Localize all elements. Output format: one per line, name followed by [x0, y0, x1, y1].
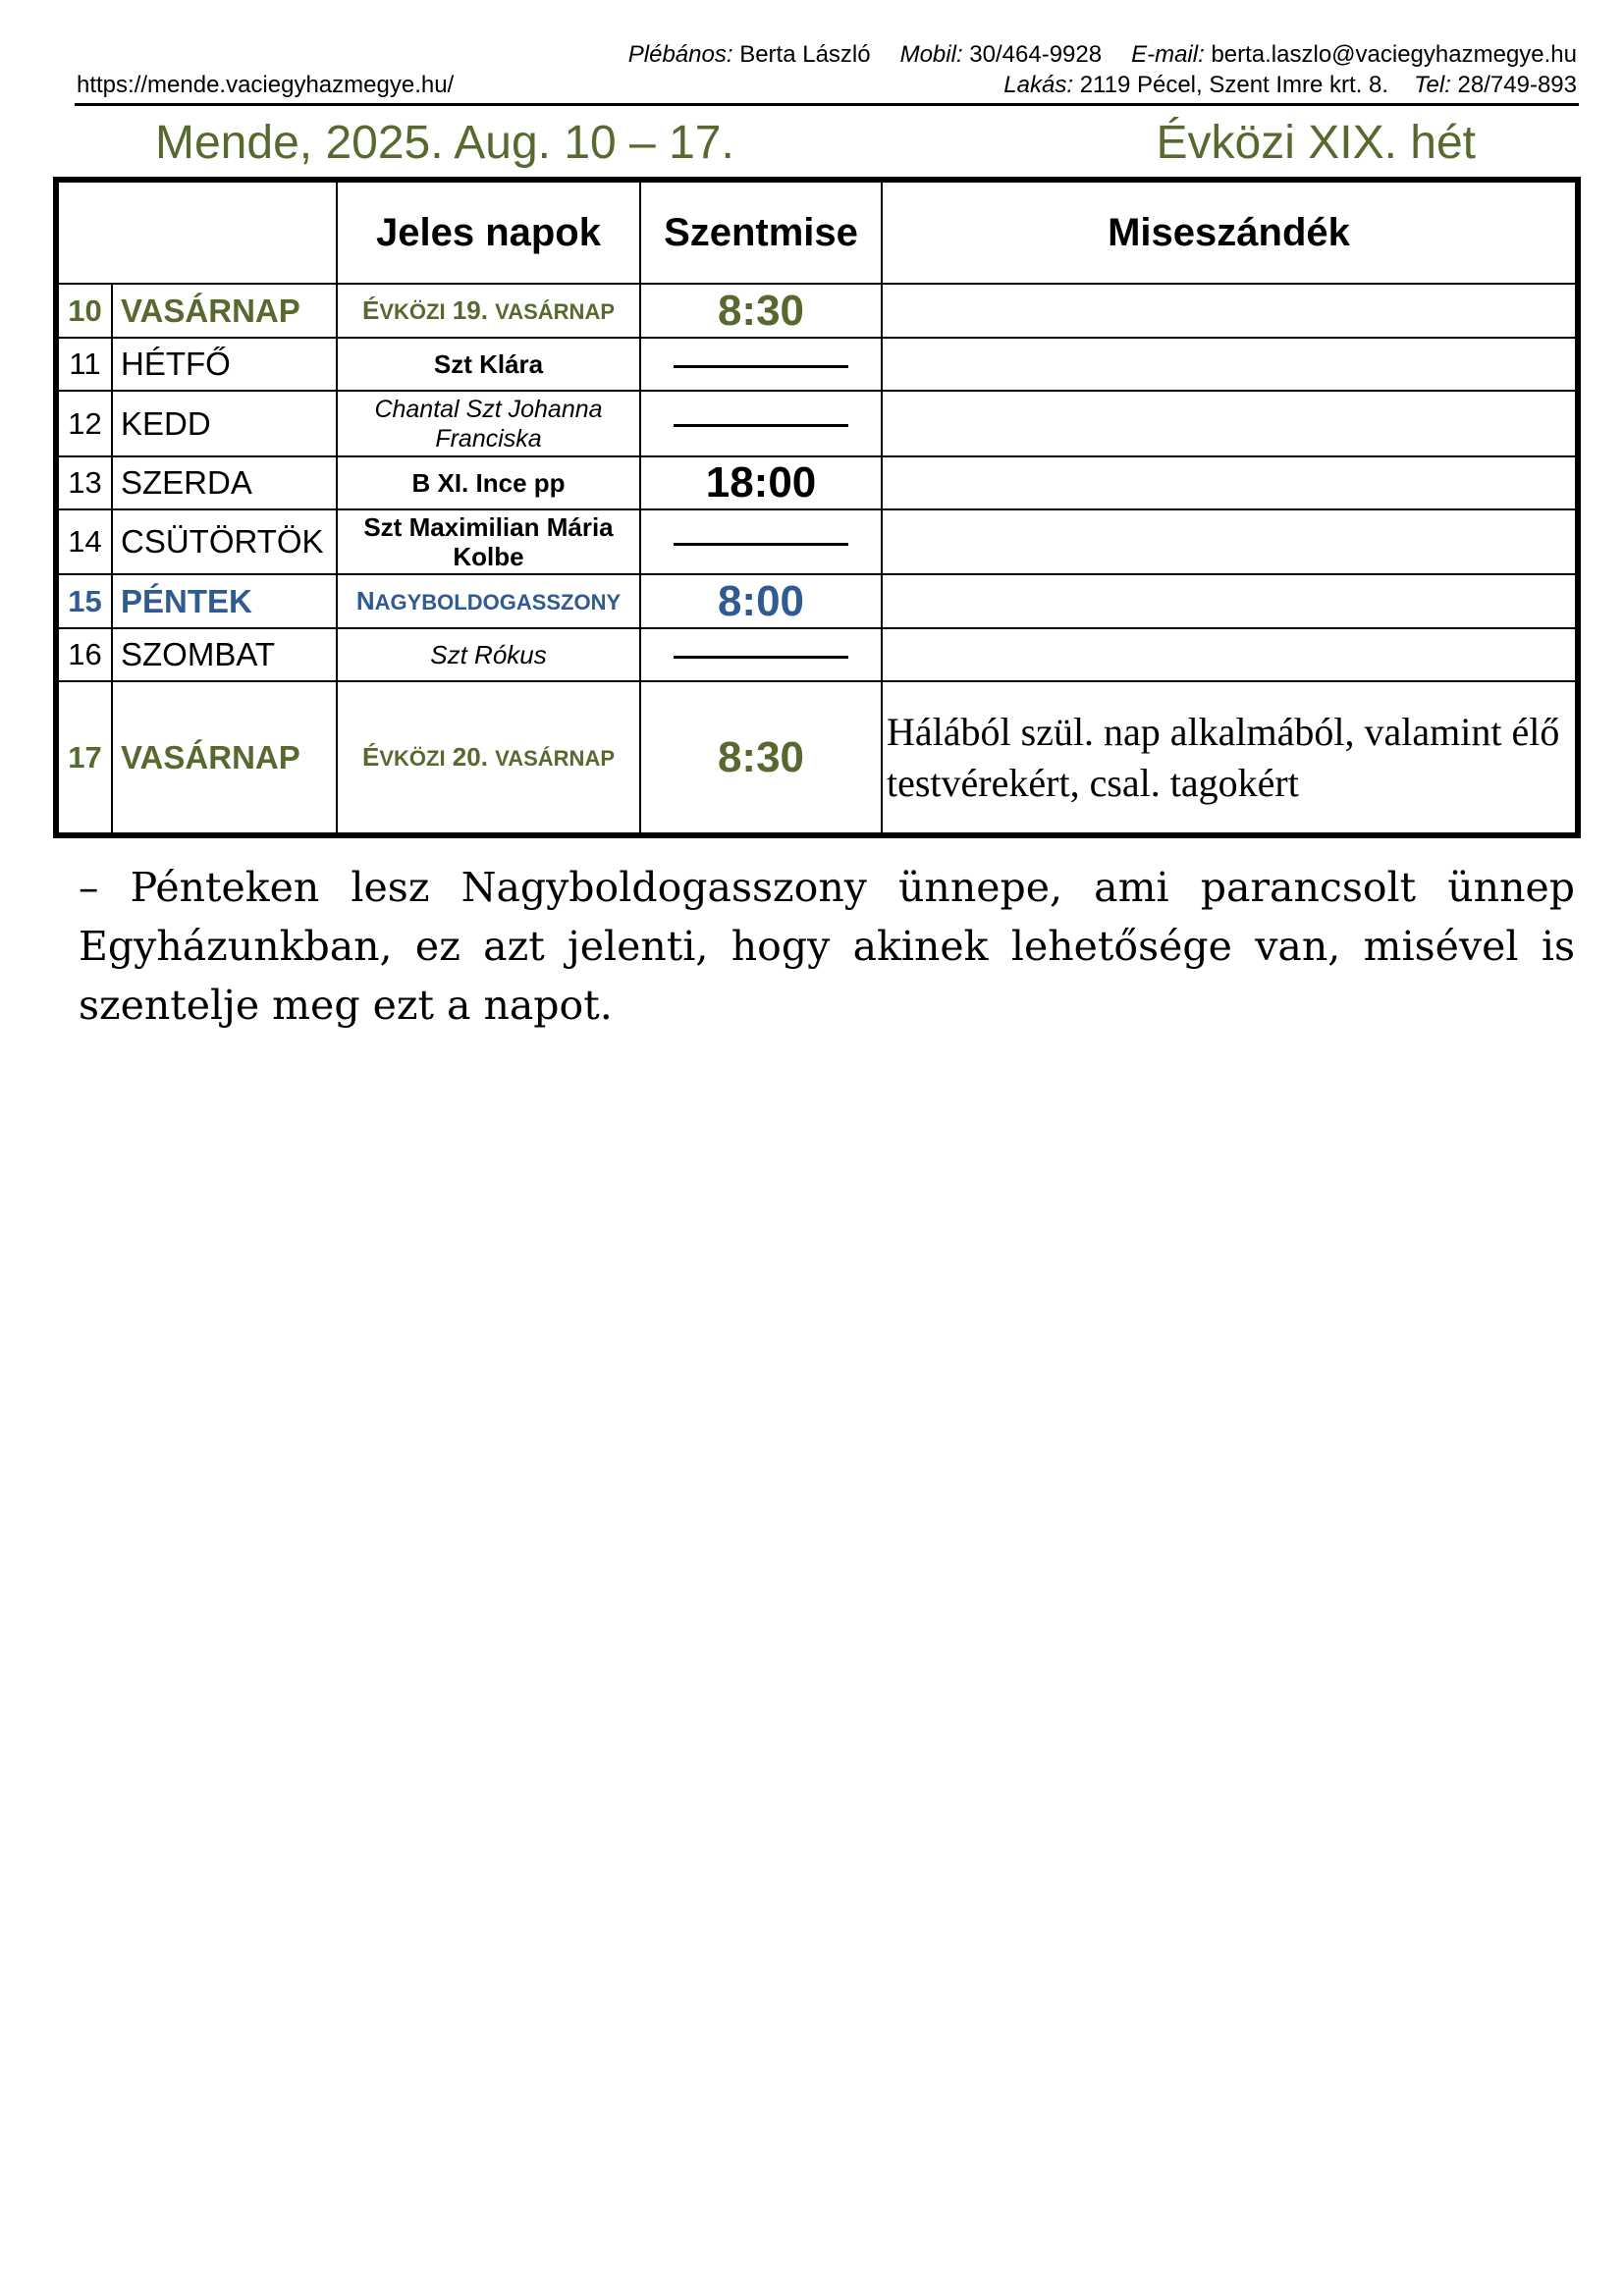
mass-time: 8:30 [640, 681, 882, 835]
title-row [155, 112, 1476, 175]
day-number: 13 [56, 456, 112, 509]
feast-name: Szt Rókus [337, 628, 640, 681]
tel-label: Tel: [1414, 72, 1451, 98]
mass-intention: Hálából szül. nap alkalmából, valamint élő testvérekért, csal. tagokért [882, 681, 1578, 835]
day-number: 12 [56, 391, 112, 456]
no-mass-dash [640, 391, 882, 456]
day-number: 15 [56, 574, 112, 628]
mass-intention [882, 456, 1578, 509]
mobile-number: 30/464-9928 [969, 41, 1103, 68]
home-label: Lakás: [1003, 72, 1074, 98]
page-title: Mende, 2025. Aug. 10 – 17. [155, 117, 734, 169]
priest-label: Plébános: [627, 41, 733, 68]
day-name: VASÁRNAP [112, 284, 337, 338]
day-name: KEDD [112, 391, 337, 456]
table-row [56, 681, 1578, 835]
feast-name: Szt Klára [337, 338, 640, 391]
table-header-row [56, 180, 1578, 284]
table-row [56, 456, 1578, 509]
contact-header [77, 39, 1577, 100]
mass-schedule-table [53, 177, 1581, 838]
day-name: SZERDA [112, 456, 337, 509]
mass-intention [882, 284, 1578, 338]
day-name: VASÁRNAP [112, 681, 337, 835]
feast-name: ÉVKÖZI 20. VASÁRNAP [337, 681, 640, 835]
announcement-text: – Pénteken lesz Nagyboldogasszony ünnepe, ami parancsolt ünnep Egyházunkban, ez azt jelenti, hogy akinek lehetősége van, misével is szentelje meg ezt a napot. [79, 864, 1575, 1029]
day-name: CSÜTÖRTÖK [112, 509, 337, 574]
mass-intention [882, 391, 1578, 456]
day-number: 14 [56, 509, 112, 574]
no-mass-dash [640, 628, 882, 681]
mobile-label: Mobil: [899, 41, 963, 68]
mass-time: 18:00 [640, 456, 882, 509]
feast-name: Szt Maximilian Mária Kolbe [337, 509, 640, 574]
feast-name: B XI. Ince pp [337, 456, 640, 509]
day-number: 11 [56, 338, 112, 391]
no-mass-dash [640, 509, 882, 574]
mass-intention [882, 574, 1578, 628]
header-intention: Miseszándék [882, 180, 1578, 284]
header-date [56, 180, 337, 284]
table-row [56, 338, 1578, 391]
week-title: Évközi XIX. hét [1156, 117, 1476, 169]
tel-number: 28/749-893 [1457, 72, 1577, 98]
email-label: E-mail: [1131, 41, 1205, 68]
feast-name: ÉVKÖZI 19. VASÁRNAP [337, 284, 640, 338]
mass-time: 8:30 [640, 284, 882, 338]
mass-intention [882, 509, 1578, 574]
mass-intention [882, 628, 1578, 681]
day-name: PÉNTEK [112, 574, 337, 628]
feast-name: NAGYBOLDOGASSZONY [337, 574, 640, 628]
table-row [56, 284, 1578, 338]
day-number: 17 [56, 681, 112, 835]
header-feast: Jeles napok [337, 180, 640, 284]
day-number: 16 [56, 628, 112, 681]
day-name: HÉTFŐ [112, 338, 337, 391]
mass-intention [882, 338, 1578, 391]
contact-line-1 [77, 39, 1577, 71]
day-number: 10 [56, 284, 112, 338]
table-row [56, 574, 1578, 628]
table-row [56, 628, 1578, 681]
no-mass-dash [640, 338, 882, 391]
feast-name: Chantal Szt Johanna Franciska [337, 391, 640, 456]
mass-time: 8:00 [640, 574, 882, 628]
table-row [56, 391, 1578, 456]
header-rule [75, 103, 1579, 106]
table-row [56, 509, 1578, 574]
website-link[interactable]: https://mende.vaciegyhazmegye.hu/ [77, 72, 455, 98]
email-address: berta.laszlo@vaciegyhazmegye.hu [1211, 41, 1577, 68]
contact-line-2 [77, 71, 1577, 100]
day-name: SZOMBAT [112, 628, 337, 681]
header-mass: Szentmise [640, 180, 882, 284]
priest-name: Berta László [739, 41, 871, 68]
home-address: 2119 Pécel, Szent Imre krt. 8. [1079, 72, 1389, 98]
